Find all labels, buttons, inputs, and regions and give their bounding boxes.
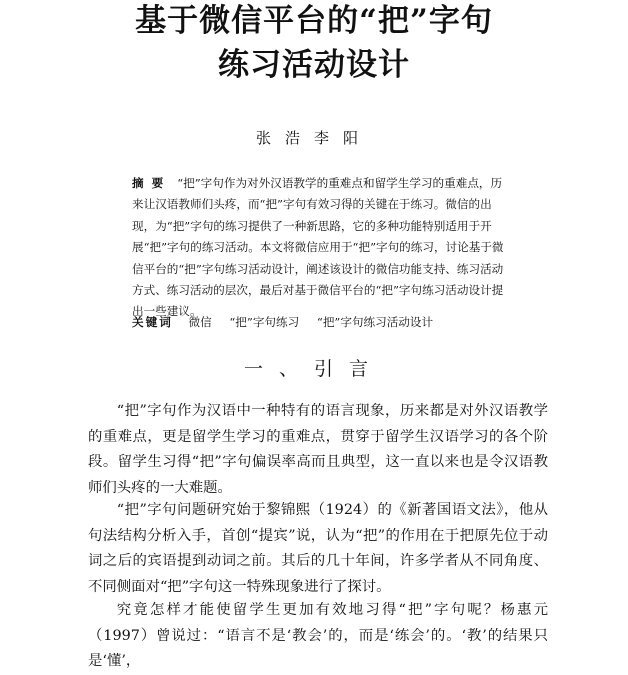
abstract-text: “把”字句作为对外汉语教学的重难点和留学生学习的重难点，历来让汉语教师们头疼，而“把”字句有效习得的关键在于练习。微信的出现，为“把”字句的练习提供了一种新思路，它的多种功能特别适用于开展“把”字句的练习活动。本文将微信应用于“把”字句的练习，讨论基于微信平台的“把”字句练习活动设计，阐述该设计的微信功能支持、练习活动方式、练习活动的层次，最后对基于微信平台的“把”字句练习活动设计提出一些建议。 <box>132 176 504 319</box>
paper-title-line-2: 练习活动设计 <box>218 47 410 83</box>
body-paragraph <box>88 399 548 501</box>
paragraph-text: 究竟怎样才能使留学生更加有效地习得“把”字句呢？杨惠元（1997）曾说过：“语言不是‘教会’的，而是‘练会’的。‘教’的结果只是‘懂’， <box>88 602 548 669</box>
abstract <box>132 173 507 323</box>
body-paragraph <box>88 598 548 675</box>
section-heading: 一、引言 <box>243 358 384 380</box>
paragraph-text: “把”字句作为汉语中一种特有的语言现象，历来都是对外汉语教学的重难点，更是留学生学习的重难点，贯穿于留学生汉语学习的各个阶段。留学生习得“把”字句偏误率高而且典型，这一直以来也是令汉语教师们头疼的一大难题。 <box>88 403 548 496</box>
authors: 张浩李阳 <box>255 129 372 147</box>
abstract-label: 摘 要 <box>132 176 166 190</box>
keyword-item: “把”字句练习活动设计 <box>316 315 434 329</box>
body-paragraph <box>88 498 548 600</box>
keyword-item: “把”字句练习 <box>229 315 300 329</box>
keyword-item: 微信 <box>188 315 212 329</box>
paper-title-line-1: 基于微信平台的“把”字句 <box>135 3 493 39</box>
keywords-label: 关键词 <box>132 315 173 329</box>
paragraph-text: “把”字句问题研究始于黎锦熙（1924）的《新著国语文法》，他从句法结构分析入手，首创“提宾”说，认为“把”的作用在于把原先位于动词之后的宾语提到动词之前。其后的几十年间，许多学者从不同角度、不同侧面对“把”字句这一特殊现象进行了探讨。 <box>88 502 548 595</box>
keywords <box>132 312 507 333</box>
